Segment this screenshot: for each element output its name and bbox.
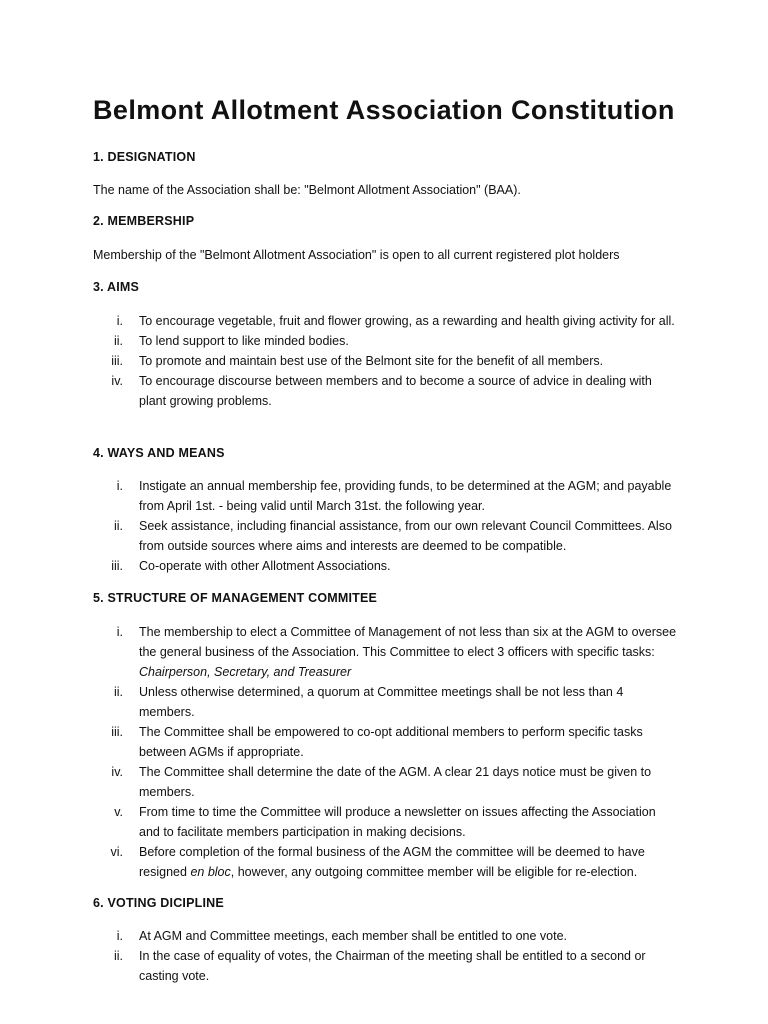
list-item-number: ii. xyxy=(113,519,123,533)
list-item-number: iii. xyxy=(111,725,123,739)
list-item-text: To promote and maintain best use of the Belmont site for the benefit of all members. xyxy=(139,354,604,368)
list-item xyxy=(93,371,693,411)
list-item xyxy=(93,351,693,371)
list-item xyxy=(93,476,693,516)
list-item-text: From time to time the Committee will produce a newsletter on issues affecting the Association and to facilitate members participation in making decisions. xyxy=(139,805,656,839)
officer-titles: Chairperson, Secretary, and Treasurer xyxy=(139,665,352,679)
document-title: Belmont Allotment Association Constitution xyxy=(93,95,675,125)
list-item-text: To lend support to like minded bodies. xyxy=(139,334,349,348)
aims-list xyxy=(93,311,693,411)
section-heading-aims: 3. AIMS xyxy=(93,280,140,294)
list-item-text: Co-operate with other Allotment Associations. xyxy=(139,559,391,573)
list-item-number: i. xyxy=(116,929,123,943)
list-item-number: iii. xyxy=(111,559,123,573)
list-item-text xyxy=(139,622,679,682)
section-heading-designation: 1. DESIGNATION xyxy=(93,150,196,164)
structure-list xyxy=(93,622,693,882)
list-item-text: Seek assistance, including financial assistance, from our own relevant Council Committees. Also from outside sources where aims and interests are deemed to be compatible. xyxy=(139,519,672,553)
list-item xyxy=(93,331,693,351)
list-item xyxy=(93,682,693,722)
membership-paragraph: Membership of the "Belmont Allotment Association" is open to all current registered plot holders xyxy=(93,248,620,262)
list-item-number: iii. xyxy=(111,354,123,368)
list-item-text: To encourage discourse between members and to become a source of advice in dealing with plant growing problems. xyxy=(139,374,652,408)
list-item-number: i. xyxy=(116,314,123,328)
list-item xyxy=(93,762,693,802)
voting-list xyxy=(93,926,693,986)
list-item-text-main: Before completion of the formal business of the AGM the committee will be deemed to have resigned xyxy=(139,845,645,879)
section-heading-ways-and-means: 4. WAYS AND MEANS xyxy=(93,446,225,460)
list-item xyxy=(93,516,693,556)
list-item-text xyxy=(139,842,679,882)
list-item xyxy=(93,556,693,576)
list-item-text: The Committee shall determine the date of the AGM. A clear 21 days notice must be given to members. xyxy=(139,765,652,799)
section-heading-membership: 2. MEMBERSHIP xyxy=(93,214,195,228)
list-item-text: In the case of equality of votes, the Chairman of the meeting shall be entitled to a second or casting vote. xyxy=(139,949,646,983)
en-bloc-italic: en bloc xyxy=(190,865,231,879)
list-item-text: Unless otherwise determined, a quorum at Committee meetings shall be not less than 4 members. xyxy=(139,685,624,719)
list-item-text-main: The membership to elect a Committee of Management of not less than six at the AGM to oversee the general business of the Association. This Committee to elect 3 officers with specific tasks: xyxy=(139,625,677,659)
list-item-number: ii. xyxy=(113,334,123,348)
list-item-text: At AGM and Committee meetings, each member shall be entitled to one vote. xyxy=(139,929,567,943)
ways-and-means-list xyxy=(93,476,693,576)
list-item-number: iv. xyxy=(111,765,123,779)
section-heading-structure: 5. STRUCTURE OF MANAGEMENT COMMITEE xyxy=(93,591,378,605)
list-item xyxy=(93,926,693,946)
list-item-text: To encourage vegetable, fruit and flower growing, as a rewarding and health giving activity for all. xyxy=(139,314,675,328)
list-item xyxy=(93,722,693,762)
list-item-number: vi. xyxy=(110,845,123,859)
list-item-number: v. xyxy=(114,805,123,819)
list-item-number: i. xyxy=(116,479,123,493)
list-item xyxy=(93,802,693,842)
list-item xyxy=(93,946,693,986)
list-item xyxy=(93,622,693,682)
list-item-number: iv. xyxy=(111,374,123,388)
list-item xyxy=(93,842,693,882)
designation-paragraph: The name of the Association shall be: "Belmont Allotment Association" (BAA). xyxy=(93,183,521,197)
section-heading-voting: 6. VOTING DICIPLINE xyxy=(93,896,224,910)
list-item-number: ii. xyxy=(113,685,123,699)
list-item-text: Instigate an annual membership fee, providing funds, to be determined at the AGM; and payable from April 1st. - being valid until March 31st. the following year. xyxy=(139,479,672,513)
list-item xyxy=(93,311,693,331)
list-item-text-after: , however, any outgoing committee member will be eligible for re-election. xyxy=(230,865,638,879)
list-item-number: ii. xyxy=(113,949,123,963)
list-item-number: i. xyxy=(116,625,123,639)
list-item-text: The Committee shall be empowered to co-opt additional members to perform specific tasks between AGMs if appropriate. xyxy=(139,725,643,759)
